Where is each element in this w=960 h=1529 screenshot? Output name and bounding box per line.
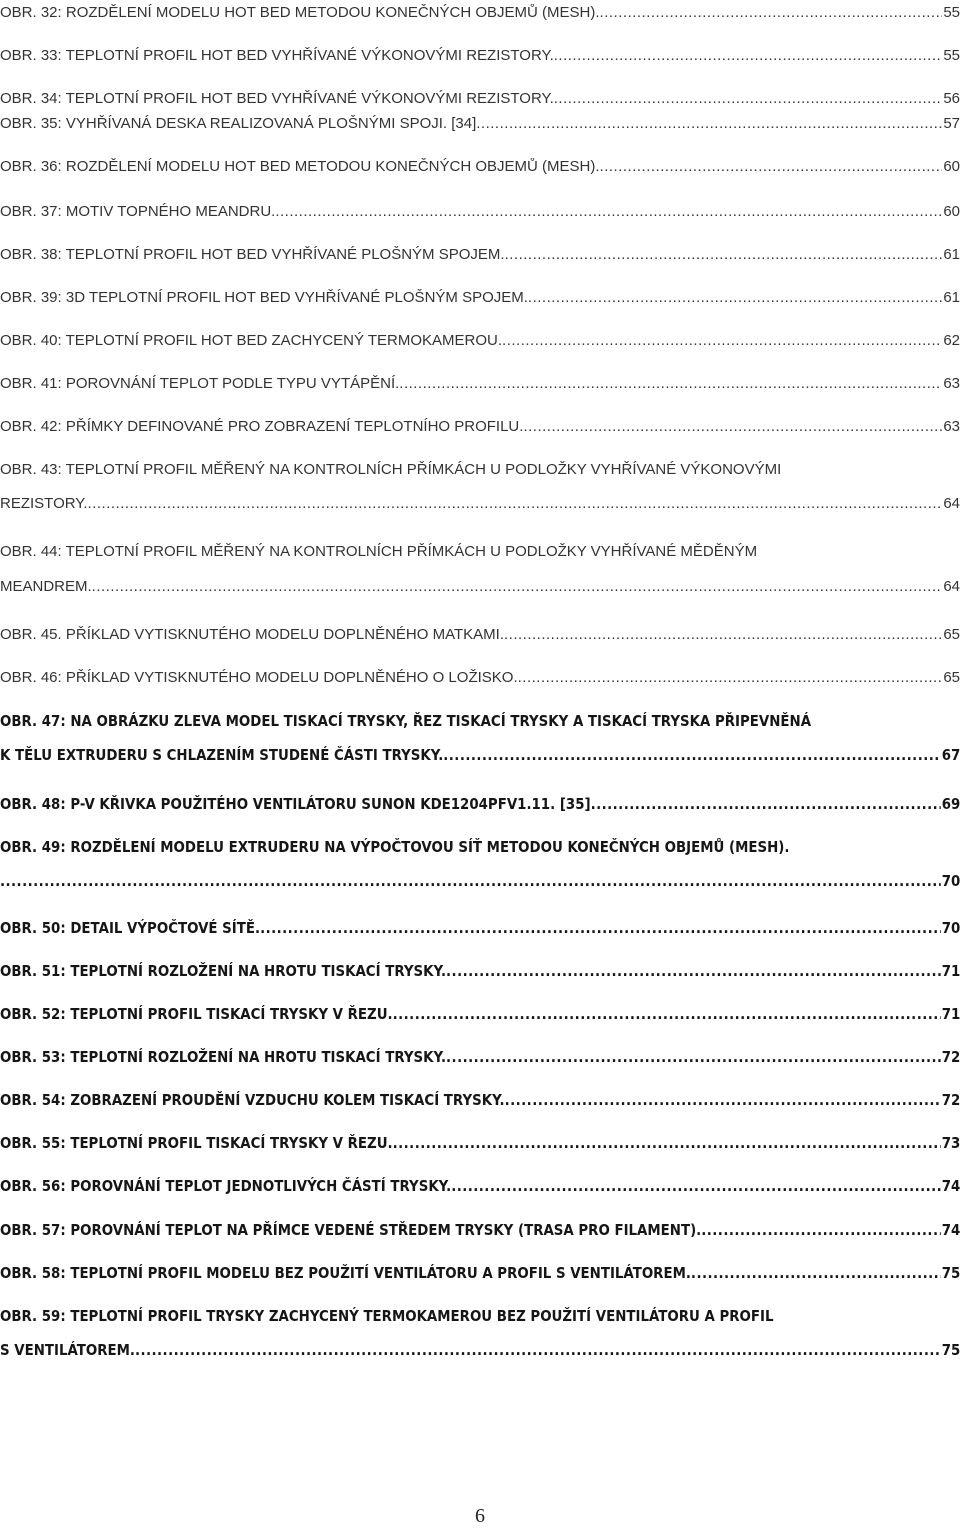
dot-leader xyxy=(505,1091,941,1109)
toc-entry-title: OBR. 53: TEPLOTNÍ ROZLOŽENÍ NA HROTU TISKACÍ TRYSKY. xyxy=(0,1048,447,1066)
toc-page-number: 71 xyxy=(941,962,960,980)
toc-entry-title: REZISTORY. xyxy=(0,495,88,512)
toc-entry-title: S VENTILÁTOREM. xyxy=(0,1341,135,1359)
dot-leader xyxy=(523,418,942,435)
toc-line xyxy=(0,90,960,112)
dot-leader xyxy=(528,289,942,306)
toc-entry-title: OBR. 47: NA OBRÁZKU ZLEVA MODEL TISKACÍ TRYSKY, ŘEZ TISKACÍ TRYSKY A TISKACÍ TRYSKA PŘIPEVNĚNÁ xyxy=(0,712,812,730)
toc-entry-title: OBR. 56: POROVNÁNÍ TEPLOT JEDNOTLIVÝCH ČÁSTÍ TRYSKY. xyxy=(0,1177,452,1195)
toc-line xyxy=(0,495,960,517)
dot-leader xyxy=(502,332,942,349)
toc-entry-title: OBR. 54: ZOBRAZENÍ PROUDĚNÍ VZDUCHU KOLEM TISKACÍ TRYSKY. xyxy=(0,1091,505,1109)
toc-entry-title: OBR. 59: TEPLOTNÍ PROFIL TRYSKY ZACHYCENÝ TERMOKAMEROU BEZ POUŽITÍ VENTILÁTORU A PROFIL xyxy=(0,1307,774,1325)
toc-page-number: 62 xyxy=(943,332,960,349)
toc-line xyxy=(0,795,960,817)
toc-line xyxy=(0,418,960,440)
toc-page-number: 69 xyxy=(941,795,960,813)
toc-page-number: 74 xyxy=(941,1177,960,1195)
dot-leader xyxy=(399,375,942,392)
toc-page-number: 75 xyxy=(941,1264,960,1282)
toc-line xyxy=(0,47,960,69)
toc-line xyxy=(0,203,960,225)
toc-page-number: 70 xyxy=(941,919,960,937)
dot-leader xyxy=(554,90,943,107)
dot-leader xyxy=(701,1221,941,1239)
toc-line xyxy=(0,1005,960,1027)
dot-leader xyxy=(0,872,941,890)
toc-page-number: 65 xyxy=(943,626,960,643)
dot-leader xyxy=(88,495,943,512)
toc-entry-title: OBR. 37: MOTIV TOPNÉHO MEANDRU. xyxy=(0,203,276,220)
toc-page-number: 64 xyxy=(943,495,960,512)
toc-entry-title: OBR. 51: TEPLOTNÍ ROZLOŽENÍ NA HROTU TISKACÍ TRYSKY. xyxy=(0,962,447,980)
toc-entry-title: OBR. 34: TEPLOTNÍ PROFIL HOT BED VYHŘÍVANÉ VÝKONOVÝMI REZISTORY. xyxy=(0,90,554,107)
toc-page-number: 55 xyxy=(943,4,960,21)
toc-entry-title: OBR. 35: VYHŘÍVANÁ DESKA REALIZOVANÁ PLOŠNÝMI SPOJI. [34] xyxy=(0,115,477,132)
toc-entry-title: OBR. 57: POROVNÁNÍ TEPLOT NA PŘÍMCE VEDENÉ STŘEDEM TRYSKY (TRASA PRO FILAMENT). xyxy=(0,1221,702,1239)
toc-line xyxy=(0,1134,960,1156)
dot-leader xyxy=(135,1341,941,1359)
toc-line xyxy=(0,1048,960,1070)
toc-line xyxy=(0,578,960,600)
toc-line xyxy=(0,669,960,691)
dot-leader xyxy=(691,1264,941,1282)
toc-entry-title: MEANDREM. xyxy=(0,578,92,595)
toc-line xyxy=(0,1341,960,1363)
dot-leader xyxy=(518,669,943,686)
toc-page-number: 63 xyxy=(943,418,960,435)
toc-page-number: 55 xyxy=(943,47,960,64)
dot-leader xyxy=(451,1177,941,1195)
toc-entry-title: OBR. 32: ROZDĚLENÍ MODELU HOT BED METODOU KONEČNÝCH OBJEMŮ (MESH). xyxy=(0,4,600,21)
toc-line xyxy=(0,838,960,860)
toc-line xyxy=(0,461,960,483)
toc-page-number: 65 xyxy=(943,669,960,686)
toc-entry-title: OBR. 45. PŘÍKLAD VYTISKNUTÉHO MODELU DOPLNĚNÉHO MATKAMI. xyxy=(0,626,504,643)
toc-entry-title: OBR. 38: TEPLOTNÍ PROFIL HOT BED VYHŘÍVANÉ PLOŠNÝM SPOJEM. xyxy=(0,246,505,263)
toc-line xyxy=(0,746,960,768)
toc-page-number: 74 xyxy=(941,1221,960,1239)
toc-entry-title: OBR. 41: POROVNÁNÍ TEPLOT PODLE TYPU VYTÁPĚNÍ. xyxy=(0,375,400,392)
toc-line xyxy=(0,1221,960,1243)
toc-entry-title: OBR. 44: TEPLOTNÍ PROFIL MĚŘENÝ NA KONTROLNÍCH PŘÍMKÁCH U PODLOŽKY VYHŘÍVANÉ MĚDĚNÝM xyxy=(0,543,758,560)
toc-entry-title: OBR. 46: PŘÍKLAD VYTISKNUTÉHO MODELU DOPLNĚNÉHO O LOŽISKO. xyxy=(0,669,518,686)
dot-leader xyxy=(476,115,942,132)
toc-entry-title: K TĚLU EXTRUDERU S CHLAZENÍM STUDENÉ ČÁSTI TRYSKY. xyxy=(0,746,444,764)
toc-page-number: 67 xyxy=(941,746,960,764)
toc-entry-title: OBR. 33: TEPLOTNÍ PROFIL HOT BED VYHŘÍVANÉ VÝKONOVÝMI REZISTORY. xyxy=(0,47,554,64)
toc-line xyxy=(0,1307,960,1329)
dot-leader xyxy=(554,47,943,64)
toc-entry-title: OBR. 48: P-V KŘIVKA POUŽITÉHO VENTILÁTORU SUNON KDE1204PFV1.11. [35] xyxy=(0,795,591,813)
dot-leader xyxy=(505,246,943,263)
toc-page-number: 63 xyxy=(943,375,960,392)
toc-page-number: 70 xyxy=(941,872,960,890)
toc-page-number: 72 xyxy=(941,1091,960,1109)
toc-entry-title: OBR. 39: 3D TEPLOTNÍ PROFIL HOT BED VYHŘÍVANÉ PLOŠNÝM SPOJEM. xyxy=(0,289,528,306)
toc-line xyxy=(0,375,960,397)
toc-entry-title: OBR. 36: ROZDĚLENÍ MODELU HOT BED METODOU KONEČNÝCH OBJEMŮ (MESH). xyxy=(0,158,600,175)
toc-entry-title: OBR. 40: TEPLOTNÍ PROFIL HOT BED ZACHYCENÝ TERMOKAMEROU. xyxy=(0,332,503,349)
toc-page-number: 57 xyxy=(943,115,960,132)
dot-leader xyxy=(446,1048,941,1066)
toc-line xyxy=(0,872,960,894)
dot-leader xyxy=(600,158,943,175)
toc-page-number: 60 xyxy=(943,158,960,175)
toc-line xyxy=(0,289,960,311)
toc-entry-title: OBR. 49: ROZDĚLENÍ MODELU EXTRUDERU NA VÝPOČTOVOU SÍŤ METODOU KONEČNÝCH OBJEMŮ (MESH). xyxy=(0,838,790,856)
toc-page-number: 72 xyxy=(941,1048,960,1066)
toc-page-number: 60 xyxy=(943,203,960,220)
toc-line xyxy=(0,246,960,268)
toc-line xyxy=(0,962,960,984)
page-number: 6 xyxy=(475,1505,485,1527)
toc-page-number: 61 xyxy=(943,289,960,306)
toc-line xyxy=(0,543,960,565)
dot-leader xyxy=(260,919,941,937)
toc-line xyxy=(0,1091,960,1113)
toc-line xyxy=(0,115,960,137)
toc-line xyxy=(0,1177,960,1199)
toc-line xyxy=(0,919,960,941)
toc-page-number: 73 xyxy=(941,1134,960,1152)
toc-page-number: 75 xyxy=(941,1341,960,1359)
toc-line xyxy=(0,626,960,648)
dot-leader xyxy=(393,1005,941,1023)
toc-page-number: 71 xyxy=(941,1005,960,1023)
toc-entry-title: OBR. 58: TEPLOTNÍ PROFIL MODELU BEZ POUŽITÍ VENTILÁTORU A PROFIL S VENTILÁTOREM. xyxy=(0,1264,691,1282)
toc-page-number: 64 xyxy=(943,578,960,595)
toc-entry-title: OBR. 42: PŘÍMKY DEFINOVANÉ PRO ZOBRAZENÍ TEPLOTNÍHO PROFILU. xyxy=(0,418,524,435)
dot-leader xyxy=(393,1134,941,1152)
dot-leader xyxy=(504,626,942,643)
toc-entry-title: OBR. 52: TEPLOTNÍ PROFIL TISKACÍ TRYSKY V ŘEZU. xyxy=(0,1005,393,1023)
dot-leader xyxy=(446,962,941,980)
toc-line xyxy=(0,158,960,180)
dot-leader xyxy=(92,578,943,595)
dot-leader xyxy=(443,746,941,764)
toc-entry-title: OBR. 50: DETAIL VÝPOČTOVÉ SÍTĚ. xyxy=(0,919,261,937)
toc-line xyxy=(0,4,960,26)
toc-line xyxy=(0,1264,960,1286)
toc-entry-title: OBR. 55: TEPLOTNÍ PROFIL TISKACÍ TRYSKY V ŘEZU. xyxy=(0,1134,393,1152)
toc-entry-title: OBR. 43: TEPLOTNÍ PROFIL MĚŘENÝ NA KONTROLNÍCH PŘÍMKÁCH U PODLOŽKY VYHŘÍVANÉ VÝKONOVÝMI xyxy=(0,461,782,478)
toc-line xyxy=(0,712,960,734)
dot-leader xyxy=(275,203,942,220)
dot-leader xyxy=(591,795,941,813)
toc-line xyxy=(0,332,960,354)
toc-page-number: 61 xyxy=(943,246,960,263)
dot-leader xyxy=(600,4,943,21)
toc-page-number: 56 xyxy=(943,90,960,107)
